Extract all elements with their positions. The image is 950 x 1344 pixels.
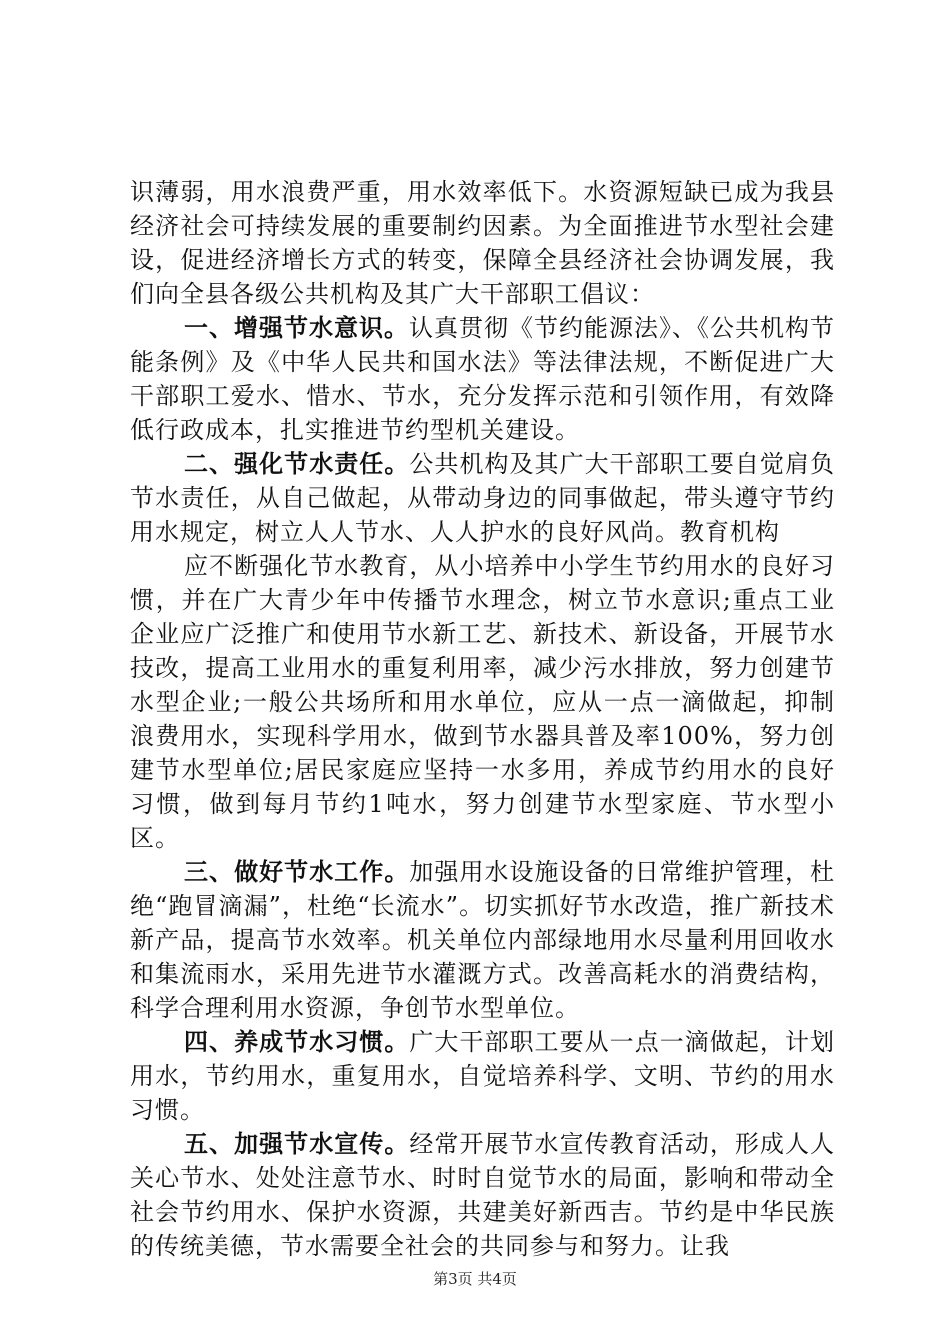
document-body — [130, 175, 835, 1263]
paragraph-item-3 — [130, 855, 835, 1025]
paragraph-text: 公共机构及其广大干部职工要自觉肩负节水责任，从自己做起，从带动身边的同事做起，带头遵守节约用水规定，树立人人节水、人人护水的良好风尚。教育机构 — [130, 450, 835, 546]
paragraph-text: 识薄弱，用水浪费严重，用水效率低下。水资源短缺已成为我县经济社会可持续发展的重要制约因素。为全面推进节水型社会建设，促进经济增长方式的转变，保障全县经济社会协调发展，我们向全县各级公共机构及其广大干部职工倡议： — [130, 178, 835, 308]
paragraph-text: 经常开展节水宣传教育活动，形成人人关心节水、处处注意节水、时时自觉节水的局面，影响和带动全社会节约用水、保护水资源，共建美好新西吉。节约是中华民族的传统美德，节水需要全社会的共同参与和努力。让我 — [130, 1130, 835, 1260]
page-number-label: 第3页 共4页 — [433, 1270, 517, 1288]
section-heading: 一、增强节水意识。 — [184, 313, 409, 342]
section-heading: 五、加强节水宣传。 — [184, 1129, 410, 1158]
paragraph-item-1 — [130, 311, 835, 447]
section-heading: 三、做好节水工作。 — [184, 857, 410, 886]
paragraph-item-4 — [130, 1025, 835, 1127]
section-heading: 二、强化节水责任。 — [184, 449, 410, 478]
paragraph-text: 广大干部职工要从一点一滴做起，计划用水，节约用水，重复用水，自觉培养科学、文明、节约的用水习惯。 — [130, 1028, 835, 1124]
paragraph-text: 认真贯彻《节约能源法》、《公共机构节能条例》及《中华人民共和国水法》等法律法规，不断促进广大干部职工爱水、惜水、节水，充分发挥示范和引领作用，有效降低行政成本，扎实推进节约型机关建设。 — [130, 314, 835, 444]
paragraph-text: 应不断强化节水教育，从小培养中小学生节约用水的良好习惯，并在广大青少年中传播节水理念，树立节水意识;重点工业企业应广泛推广和使用节水新工艺、新技术、新设备，开展节水技改，提高工业用水的重复利用率，减少污水排放，努力创建节水型企业;一般公共场所和用水单位，应从一点一滴做起，抑制浪费用水，实现科学用水，做到节水器具普及率100%，努力创建节水型单位;居民家庭应坚持一水多用，养成节约用水的良好习惯，做到每月节约1吨水，努力创建节水型家庭、节水型小区。 — [130, 552, 835, 852]
paragraph-item-2-continued — [130, 549, 835, 855]
paragraph-intro — [130, 175, 835, 311]
paragraph-item-5 — [130, 1127, 835, 1263]
section-heading: 四、养成节水习惯。 — [184, 1027, 410, 1056]
paragraph-item-2 — [130, 447, 835, 549]
page-footer — [0, 1268, 950, 1289]
paragraph-text: 加强用水设施设备的日常维护管理，杜绝“跑冒滴漏”，杜绝“长流水”。切实抓好节水改造，推广新技术新产品，提高节水效率。机关单位内部绿地用水尽量利用回收水和集流雨水，采用先进节水灌溉方式。改善高耗水的消费结构，科学合理利用水资源，争创节水型单位。 — [130, 858, 835, 1022]
